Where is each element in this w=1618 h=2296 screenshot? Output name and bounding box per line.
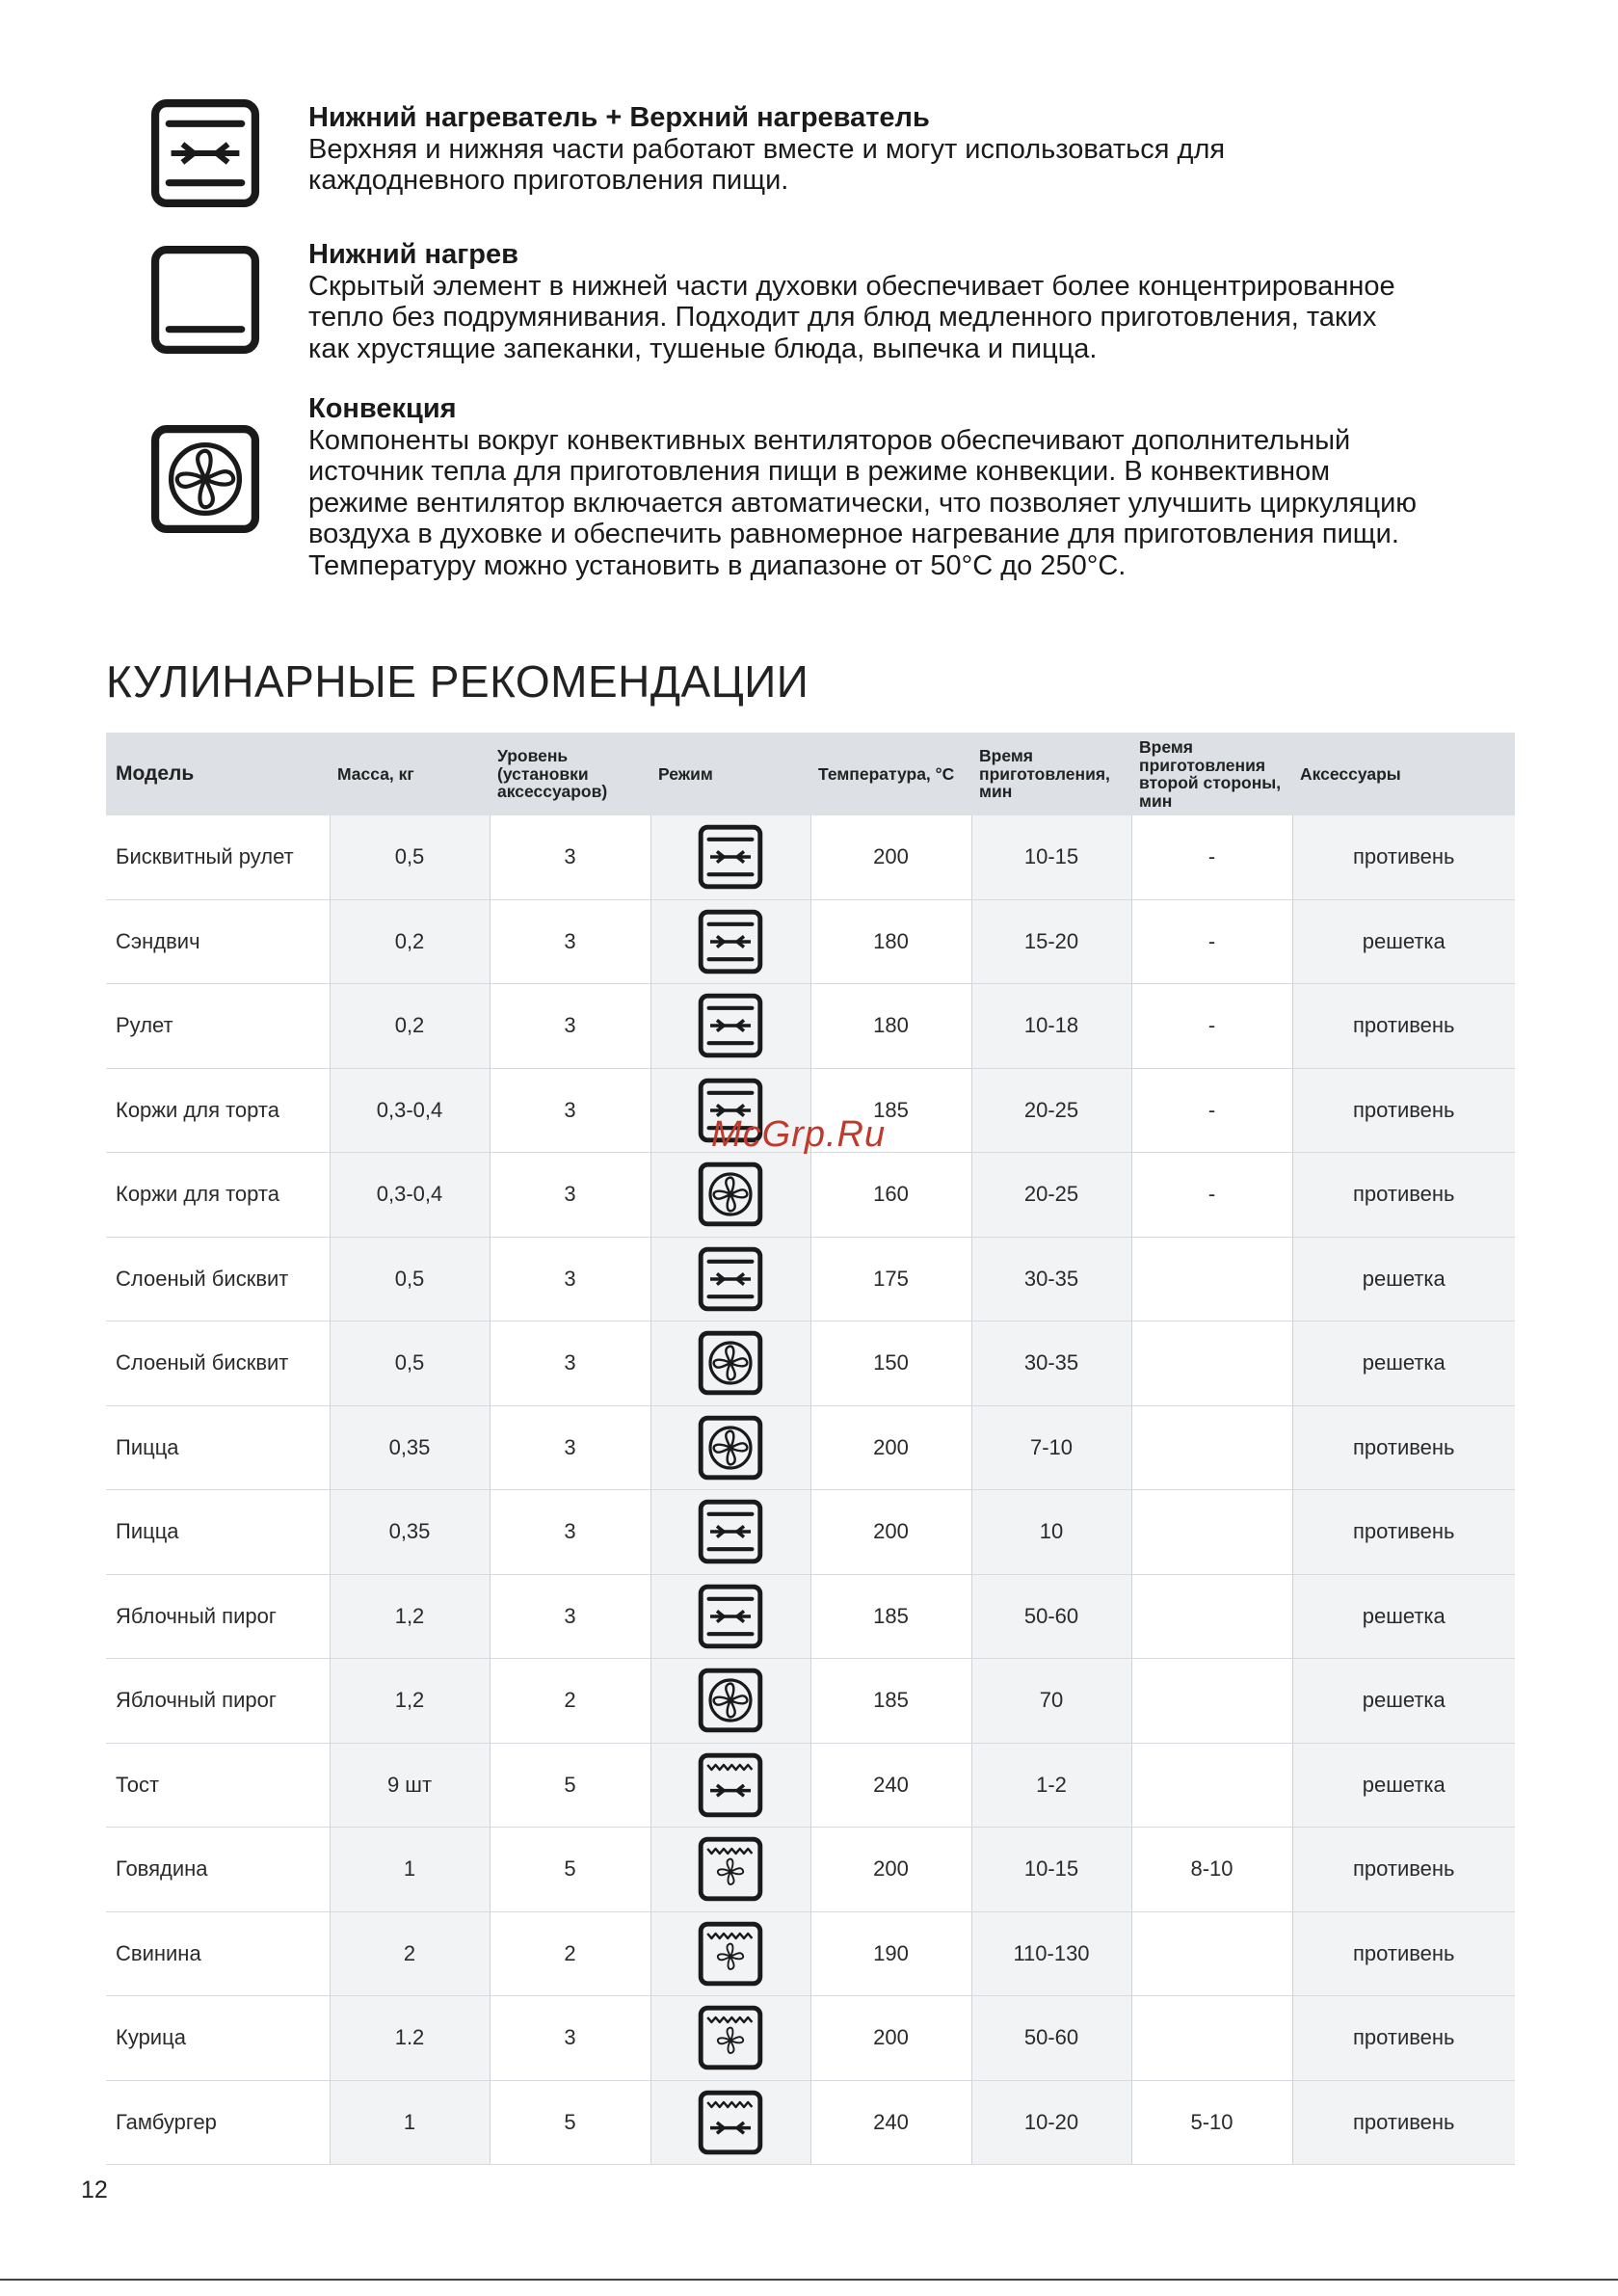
cell-accessories: решетка <box>1292 1659 1515 1744</box>
cell-level: 3 <box>490 984 650 1069</box>
cell-temperature: 240 <box>810 1743 971 1828</box>
cell-accessories: противень <box>1292 1068 1515 1153</box>
cell-accessories: решетка <box>1292 1322 1515 1406</box>
cell-mode <box>650 1996 810 2081</box>
cell-model: Рулет <box>106 984 330 1069</box>
mode-title: Конвекция <box>308 393 457 424</box>
header-level: Уровень (установки аксессуаров) <box>490 733 650 815</box>
convection-fan-icon <box>697 1414 764 1482</box>
cell-temperature: 200 <box>810 1996 971 2081</box>
cell-time-second <box>1131 1659 1292 1744</box>
cell-time-second: - <box>1131 984 1292 1069</box>
cell-level: 3 <box>490 1574 650 1659</box>
table-row <box>106 984 1515 1069</box>
cell-mode <box>650 1405 810 1490</box>
cell-level: 3 <box>490 1322 650 1406</box>
cell-time: 110-130 <box>971 1911 1131 1996</box>
cell-time-second: - <box>1131 899 1292 984</box>
table-row <box>106 1996 1515 2081</box>
top-bottom-heat-icon <box>697 1583 764 1650</box>
cell-mode <box>650 1828 810 1912</box>
cell-level: 5 <box>490 2080 650 2165</box>
header-time-second: Время приготовления второй стороны, мин <box>1131 733 1292 815</box>
convection-fan-icon <box>697 1161 764 1228</box>
header-model: Модель <box>106 733 330 815</box>
cell-level: 5 <box>490 1743 650 1828</box>
cell-model: Бисквитный рулет <box>106 815 330 899</box>
cell-mass: 0,2 <box>330 899 490 984</box>
cell-mode <box>650 1153 810 1238</box>
cell-time-second <box>1131 1743 1292 1828</box>
cell-model: Свинина <box>106 1911 330 1996</box>
cell-time-second: 8-10 <box>1131 1828 1292 1912</box>
recommendations-table <box>106 733 1515 2165</box>
cell-mode <box>650 1911 810 1996</box>
grill-heat-icon <box>697 1751 764 1819</box>
bottom-heat-icon <box>148 243 262 357</box>
cell-mass: 0,3-0,4 <box>330 1153 490 1238</box>
cell-mode <box>650 1490 810 1575</box>
cell-temperature: 185 <box>810 1068 971 1153</box>
cell-model: Яблочный пирог <box>106 1574 330 1659</box>
table-row <box>106 1322 1515 1406</box>
cell-time: 70 <box>971 1659 1131 1744</box>
cell-accessories: решетка <box>1292 1574 1515 1659</box>
cell-time: 20-25 <box>971 1068 1131 1153</box>
cell-time-second <box>1131 1322 1292 1406</box>
cell-time-second: - <box>1131 1153 1292 1238</box>
mode-description: Верхняя и нижняя части работают вместе и могут использоваться для каждодневного приготовления пищи. <box>308 133 1226 196</box>
table-body <box>106 815 1515 2165</box>
cell-mode <box>650 984 810 1069</box>
table-row <box>106 1911 1515 1996</box>
page-bottom-rule <box>0 2279 1618 2281</box>
table-row <box>106 1237 1515 1322</box>
cell-mass: 1,2 <box>330 1659 490 1744</box>
cell-mass: 0,3-0,4 <box>330 1068 490 1153</box>
cell-time-second: - <box>1131 815 1292 899</box>
cell-time: 15-20 <box>971 899 1131 984</box>
cell-model: Тост <box>106 1743 330 1828</box>
cell-mass: 1.2 <box>330 1996 490 2081</box>
table-row <box>106 815 1515 899</box>
table-row <box>106 1490 1515 1575</box>
cell-accessories: противень <box>1292 1490 1515 1575</box>
cell-level: 3 <box>490 1996 650 2081</box>
cell-accessories: противень <box>1292 1828 1515 1912</box>
cell-level: 2 <box>490 1659 650 1744</box>
cell-mode <box>650 1743 810 1828</box>
grill-fan-icon <box>697 2004 764 2071</box>
cell-temperature: 200 <box>810 1490 971 1575</box>
cell-accessories: противень <box>1292 1911 1515 1996</box>
cell-level: 3 <box>490 1405 650 1490</box>
cell-temperature: 180 <box>810 984 971 1069</box>
cell-model: Коржи для торта <box>106 1068 330 1153</box>
cell-mode <box>650 1574 810 1659</box>
cell-temperature: 240 <box>810 2080 971 2165</box>
cell-accessories: противень <box>1292 815 1515 899</box>
top-bottom-heat-icon <box>697 992 764 1059</box>
top-bottom-heat-icon <box>697 823 764 891</box>
cell-model: Пицца <box>106 1405 330 1490</box>
cell-model: Гамбургер <box>106 2080 330 2165</box>
cell-mode <box>650 1322 810 1406</box>
cell-mode <box>650 1237 810 1322</box>
table-row <box>106 899 1515 984</box>
cell-time-second <box>1131 1405 1292 1490</box>
cell-accessories: противень <box>1292 1405 1515 1490</box>
table-row <box>106 1405 1515 1490</box>
cell-accessories: противень <box>1292 984 1515 1069</box>
mode-description: Компоненты вокруг конвективных вентиляторов обеспечивают дополнительный источник тепла для приготовления пищи в режиме конвекции. В конвективном режиме вентилятор включается автоматически, что позволяет улучшить циркуляцию воздуха в духовке и обеспечить равномерное нагревание для приготовления пищи. Температуру можно установить в диапазоне от 50°С до 250°С. <box>308 424 1418 581</box>
page-number: 12 <box>81 2176 108 2203</box>
cell-temperature: 200 <box>810 1828 971 1912</box>
cell-model: Сэндвич <box>106 899 330 984</box>
convection-fan-icon <box>148 422 262 536</box>
header-accessories: Аксессуары <box>1292 733 1515 815</box>
cell-time: 20-25 <box>971 1153 1131 1238</box>
cell-temperature: 150 <box>810 1322 971 1406</box>
cell-mass: 0,5 <box>330 1322 490 1406</box>
cell-time: 50-60 <box>971 1574 1131 1659</box>
cell-temperature: 190 <box>810 1911 971 1996</box>
cell-level: 3 <box>490 1490 650 1575</box>
cell-temperature: 185 <box>810 1659 971 1744</box>
cell-mass: 0,35 <box>330 1490 490 1575</box>
cell-time-second <box>1131 1237 1292 1322</box>
cell-accessories: противень <box>1292 2080 1515 2165</box>
cell-time: 10-15 <box>971 1828 1131 1912</box>
convection-fan-icon <box>697 1329 764 1397</box>
header-time: Время приготовления, мин <box>971 733 1131 815</box>
cell-accessories: противень <box>1292 1996 1515 2081</box>
cell-mode <box>650 2080 810 2165</box>
cell-time-second <box>1131 1574 1292 1659</box>
cell-time: 30-35 <box>971 1237 1131 1322</box>
cell-time-second <box>1131 1911 1292 1996</box>
cell-accessories: решетка <box>1292 1237 1515 1322</box>
cell-temperature: 185 <box>810 1574 971 1659</box>
top-bottom-heat-icon <box>148 96 262 210</box>
cell-level: 3 <box>490 1068 650 1153</box>
cell-accessories: решетка <box>1292 899 1515 984</box>
mode-title: Нижний нагрев <box>308 239 518 270</box>
cell-model: Яблочный пирог <box>106 1659 330 1744</box>
table-row <box>106 1743 1515 1828</box>
cell-temperature: 200 <box>810 815 971 899</box>
cell-model: Говядина <box>106 1828 330 1912</box>
cell-time-second: 5-10 <box>1131 2080 1292 2165</box>
cell-level: 3 <box>490 1237 650 1322</box>
cell-temperature: 175 <box>810 1237 971 1322</box>
cell-time-second <box>1131 1490 1292 1575</box>
cell-mass: 0,5 <box>330 815 490 899</box>
top-bottom-heat-icon <box>697 908 764 975</box>
table-header <box>106 733 1515 815</box>
cell-accessories: решетка <box>1292 1743 1515 1828</box>
table-row <box>106 2080 1515 2165</box>
cell-level: 2 <box>490 1911 650 1996</box>
mode-description: Скрытый элемент в нижней части духовки обеспечивает более концентрированное тепло без подрумянивания. Подходит для блюд медленного приготовления, таких как хрустящие запеканки, тушеные блюда, выпечка и пицца. <box>308 270 1395 364</box>
grill-heat-icon <box>697 2089 764 2156</box>
cell-model: Коржи для торта <box>106 1153 330 1238</box>
cell-mass: 1 <box>330 1828 490 1912</box>
cell-accessories: противень <box>1292 1153 1515 1238</box>
cell-mode <box>650 899 810 984</box>
cell-model: Слоеный бисквит <box>106 1322 330 1406</box>
grill-fan-icon <box>697 1920 764 1988</box>
cell-level: 5 <box>490 1828 650 1912</box>
cell-temperature: 200 <box>810 1405 971 1490</box>
convection-fan-icon <box>697 1667 764 1734</box>
cell-time: 10-20 <box>971 2080 1131 2165</box>
watermark: McGrp.Ru <box>711 1114 887 1155</box>
cell-model: Курица <box>106 1996 330 2081</box>
cell-model: Слоеный бисквит <box>106 1237 330 1322</box>
cell-level: 3 <box>490 899 650 984</box>
cell-time-second <box>1131 1996 1292 2081</box>
mode-title: Нижний нагреватель + Верхний нагреватель <box>308 102 930 133</box>
top-bottom-heat-icon <box>697 1245 764 1313</box>
cell-temperature: 180 <box>810 899 971 984</box>
cell-time: 10 <box>971 1490 1131 1575</box>
cell-mass: 1 <box>330 2080 490 2165</box>
cell-time: 7-10 <box>971 1405 1131 1490</box>
table-row <box>106 1574 1515 1659</box>
cell-time: 10-18 <box>971 984 1131 1069</box>
cell-level: 3 <box>490 815 650 899</box>
cell-mode <box>650 815 810 899</box>
cell-mass: 9 шт <box>330 1743 490 1828</box>
cell-time: 10-15 <box>971 815 1131 899</box>
section-title: КУЛИНАРНЫЕ РЕКОМЕНДАЦИИ <box>106 656 809 707</box>
top-bottom-heat-icon <box>697 1498 764 1565</box>
header-mode: Режим <box>650 733 810 815</box>
cell-mass: 0,2 <box>330 984 490 1069</box>
cell-time: 50-60 <box>971 1996 1131 2081</box>
cell-mass: 1,2 <box>330 1574 490 1659</box>
table-row <box>106 1828 1515 1912</box>
cell-time-second: - <box>1131 1068 1292 1153</box>
cell-model: Пицца <box>106 1490 330 1575</box>
grill-fan-icon <box>697 1835 764 1903</box>
cell-mode <box>650 1659 810 1744</box>
table-row <box>106 1659 1515 1744</box>
cell-temperature: 160 <box>810 1153 971 1238</box>
table-row <box>106 1153 1515 1238</box>
cell-time: 1-2 <box>971 1743 1131 1828</box>
cell-mass: 0,5 <box>330 1237 490 1322</box>
cell-mass: 0,35 <box>330 1405 490 1490</box>
header-mass: Масса, кг <box>330 733 490 815</box>
cell-level: 3 <box>490 1153 650 1238</box>
cell-mass: 2 <box>330 1911 490 1996</box>
cell-time: 30-35 <box>971 1322 1131 1406</box>
header-temperature: Температура, °С <box>810 733 971 815</box>
